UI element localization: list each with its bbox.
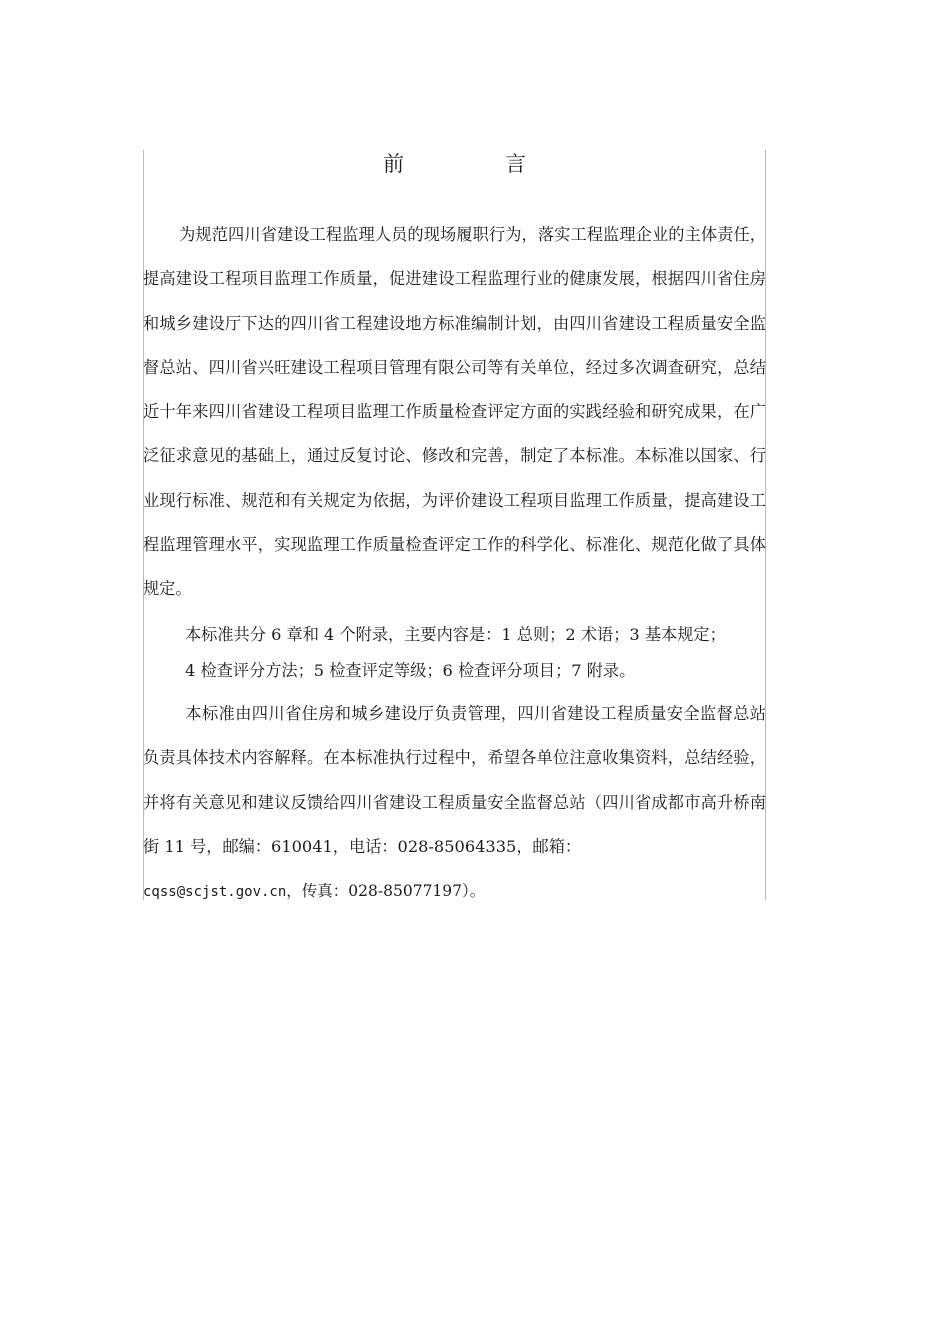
contact-line [143, 869, 766, 914]
preface-paragraph-2-line-2: 4 检查评分方法；5 检查评定等级；6 检查评分项目；7 附录。 [185, 661, 636, 680]
document-title: 前 言 [383, 152, 566, 176]
document-page [143, 150, 766, 900]
preface-paragraph-1 [143, 213, 766, 612]
preface-paragraph-2-line-1: 本标准共分 6 章和 4 个附录，主要内容是：1 总则；2 术语；3 基本规定； [185, 625, 726, 644]
preface-paragraph-1-text: 为规范四川省建设工程监理人员的现场履职行为，落实工程监理企业的主体责任，提高建设工程项目监理工作质量，促进建设工程监理行业的健康发展，根据四川省住房和城乡建设厅下达的四川省工程建设地方标准编制计划，由四川省建设工程质量安全监督总站、四川省兴旺建设工程项目管理有限公司等有关单位，经过多次调查研究，总结近十年来四川省建设工程项目监理工作质量检查评定方面的实践经验和研究成果，在广泛征求意见的基础上，通过反复讨论、修改和完善，制定了本标准。本标准以国家、行业现行标准、规范和有关规定为依据，为评价建设工程项目监理工作质量，提高建设工程监理管理水平，实现监理工作质量检查评定工作的科学化、标准化、规范化做了具体规定。 [143, 225, 766, 599]
preface-paragraph-2 [143, 617, 766, 689]
email-address: cqss@scjst.gov.cn [143, 884, 287, 900]
preface-paragraph-3 [143, 692, 766, 869]
fax-text: ，传真：028-85077197）。 [286, 882, 486, 900]
preface-paragraph-3-text: 本标准由四川省住房和城乡建设厅负责管理，四川省建设工程质量安全监督总站负责具体技术内容解释。在本标准执行过程中，希望各单位注意收集资料，总结经验，并将有关意见和建议反馈给四川省建设工程质量安全监督总站（四川省成都市高升桥南街 11 号，邮编：610041，电话：028-85064335，邮箱： [143, 704, 766, 856]
